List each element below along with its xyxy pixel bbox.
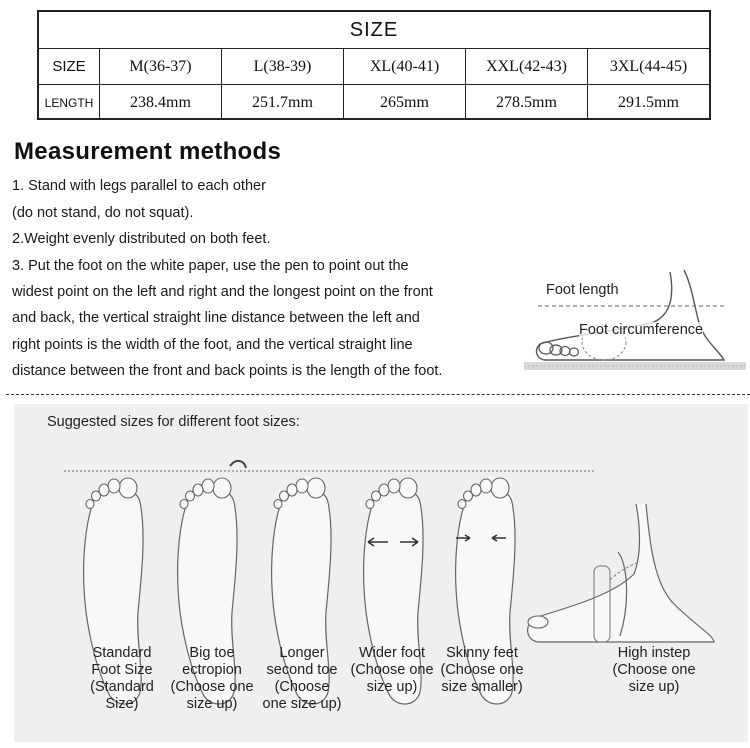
size-table <box>37 10 711 120</box>
measurement-line: 1. Stand with legs parallel to each other <box>12 178 266 194</box>
foot-circumference-label: Foot circumference <box>579 322 704 338</box>
measurement-line: right points is the width of the foot, and the vertical straight line <box>12 337 413 353</box>
caption-standard: Standard Foot Size (Standard Size) <box>90 645 154 712</box>
foot-measure-diagram <box>524 266 750 378</box>
caption-big-toe: Big toe ectropion (Choose one size up) <box>170 645 254 712</box>
length-cell: 278.5mm <box>466 85 588 120</box>
foot-length-label: Foot length <box>546 282 619 298</box>
measurement-line: 3. Put the foot on the white paper, use the pen to point out the <box>12 258 409 274</box>
caption-high-instep: High instep (Choose one size up) <box>612 645 696 695</box>
measurement-line: distance between the front and back points is the length of the foot. <box>12 363 443 379</box>
measurement-title: Measurement methods <box>14 138 282 165</box>
length-cell: 238.4mm <box>100 85 222 120</box>
measurement-line: widest point on the left and right and the longest point on the front <box>12 284 433 300</box>
high-instep-foot-icon <box>528 504 714 642</box>
length-cell: 265mm <box>344 85 466 120</box>
size-cell: L(38-39) <box>222 49 344 84</box>
size-cell: XXL(42-43) <box>466 49 588 84</box>
curve-arrow-icon <box>230 461 246 468</box>
size-cell: XL(40-41) <box>344 49 466 84</box>
size-row-label: SIZE <box>39 49 100 84</box>
length-cell: 251.7mm <box>222 85 344 120</box>
suggestion-panel <box>14 404 748 742</box>
dashed-divider <box>6 394 750 395</box>
length-row <box>39 85 709 120</box>
length-cell: 291.5mm <box>618 93 679 111</box>
size-cell: M(36-37) <box>100 49 222 84</box>
size-table-title: SIZE <box>39 12 709 49</box>
caption-second-toe: Longer second toe (Choose one size up) <box>262 645 342 712</box>
size-row <box>39 49 709 85</box>
measurement-line: (do not stand, do not squat). <box>12 205 194 221</box>
suggestion-title: Suggested sizes for different foot sizes: <box>47 414 300 430</box>
measurement-line: and back, the vertical straight line distance between the left and <box>12 310 420 326</box>
length-row-label: LENGTH <box>39 85 100 120</box>
caption-skinny-feet: Skinny feet (Choose one size smaller) <box>440 645 524 695</box>
caption-wider-foot: Wider foot (Choose one size up) <box>350 645 434 695</box>
size-cell: 3XL(44-45) <box>609 57 688 75</box>
measurement-line: 2.Weight evenly distributed on both feet. <box>12 231 271 247</box>
